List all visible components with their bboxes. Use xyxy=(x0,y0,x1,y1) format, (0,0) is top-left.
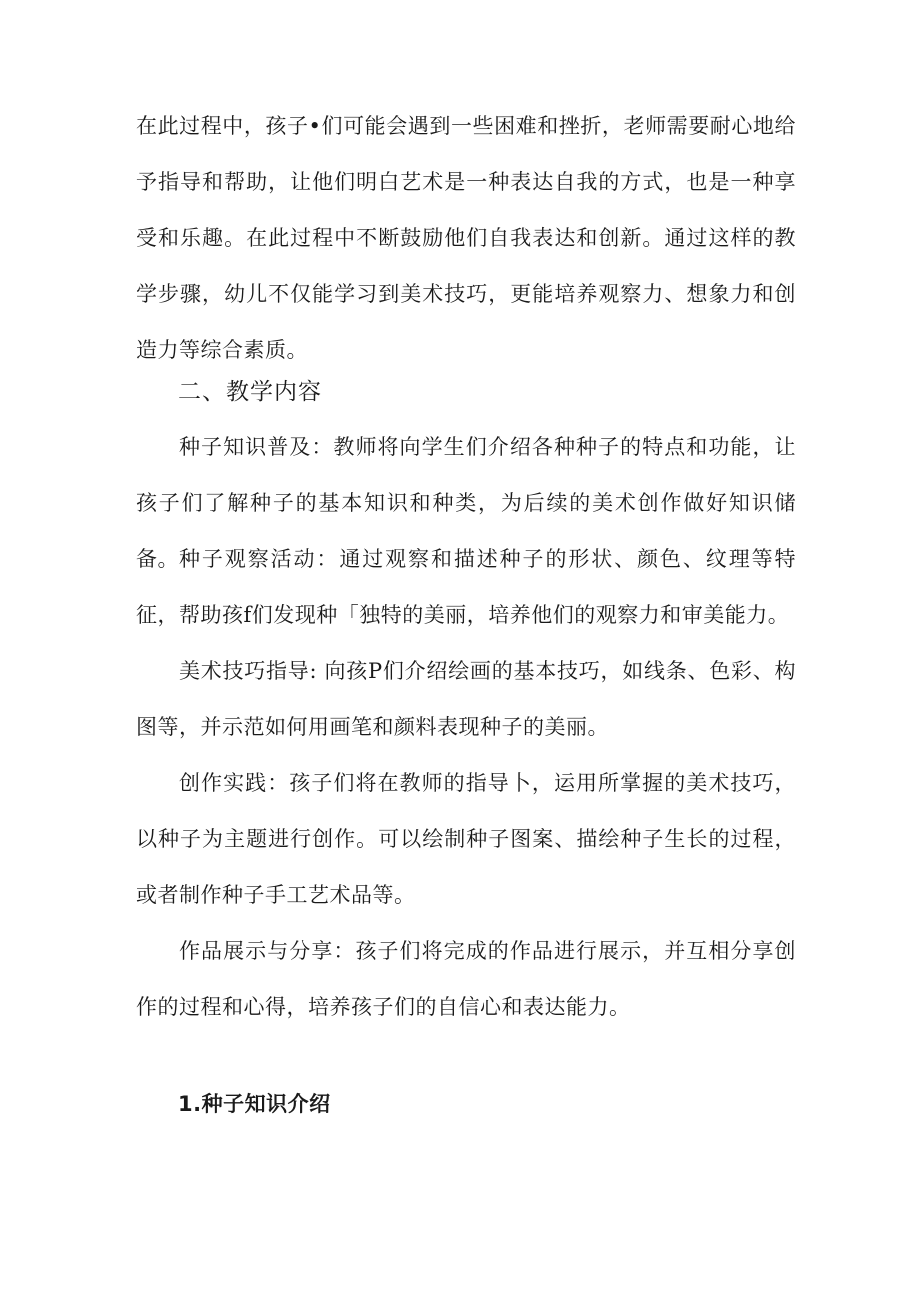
content-item-showcase-sharing: 作品展示与分享：孩子们将完成的作品进行展示，并互相分享创作的过程和心得，培养孩子们的自信心和表达能力。 xyxy=(136,939,796,1019)
content-item-creative-practice: 创作实践：孩子们将在教师的指导卜，运用所掌握的美术技巧，以种子为主题进行创作。可以绘制种子图案、描绘种子生长的过程，或者制作种子手工艺术品等。 xyxy=(136,771,796,907)
content-item-seed-observation: 种子观察活动：通过观察和描述种子的形状、颜色、纹理等特征，帮助孩f们发现种「独特的美丽，培养他们的观察力和审美能力。 xyxy=(136,547,796,627)
intro-paragraph: 在此过程中，孩子•们可能会遇到一些困难和挫折，老师需要耐心地给予指导和帮助，让他们明白艺术是一种表达自我的方式，也是一种享受和乐趣。在此过程中不断鼓励他们自我表达和创新。通过这样的教学步骤，幼儿不仅能学习到美术技巧，更能培养观察力、想象力和创造力等综合素质。 xyxy=(136,114,796,362)
section-title: 二、教学内容 xyxy=(178,379,322,405)
subsection-title: 1.种子知识介绍 xyxy=(178,1092,331,1116)
content-item-seed-knowledge: 种子知识普及：教师将向学生们介绍各种种子的特点和功能，让孩子们了解种子的基本知识和种类，为后续的美术创作做好知识储备。 xyxy=(136,435,796,571)
content-item-art-skills: 美术技巧指导: 向孩P们介绍绘画的基本技巧，如线条、色彩、构图等，并示范如何用画笔和颜料表现种子的美丽。 xyxy=(136,659,796,739)
